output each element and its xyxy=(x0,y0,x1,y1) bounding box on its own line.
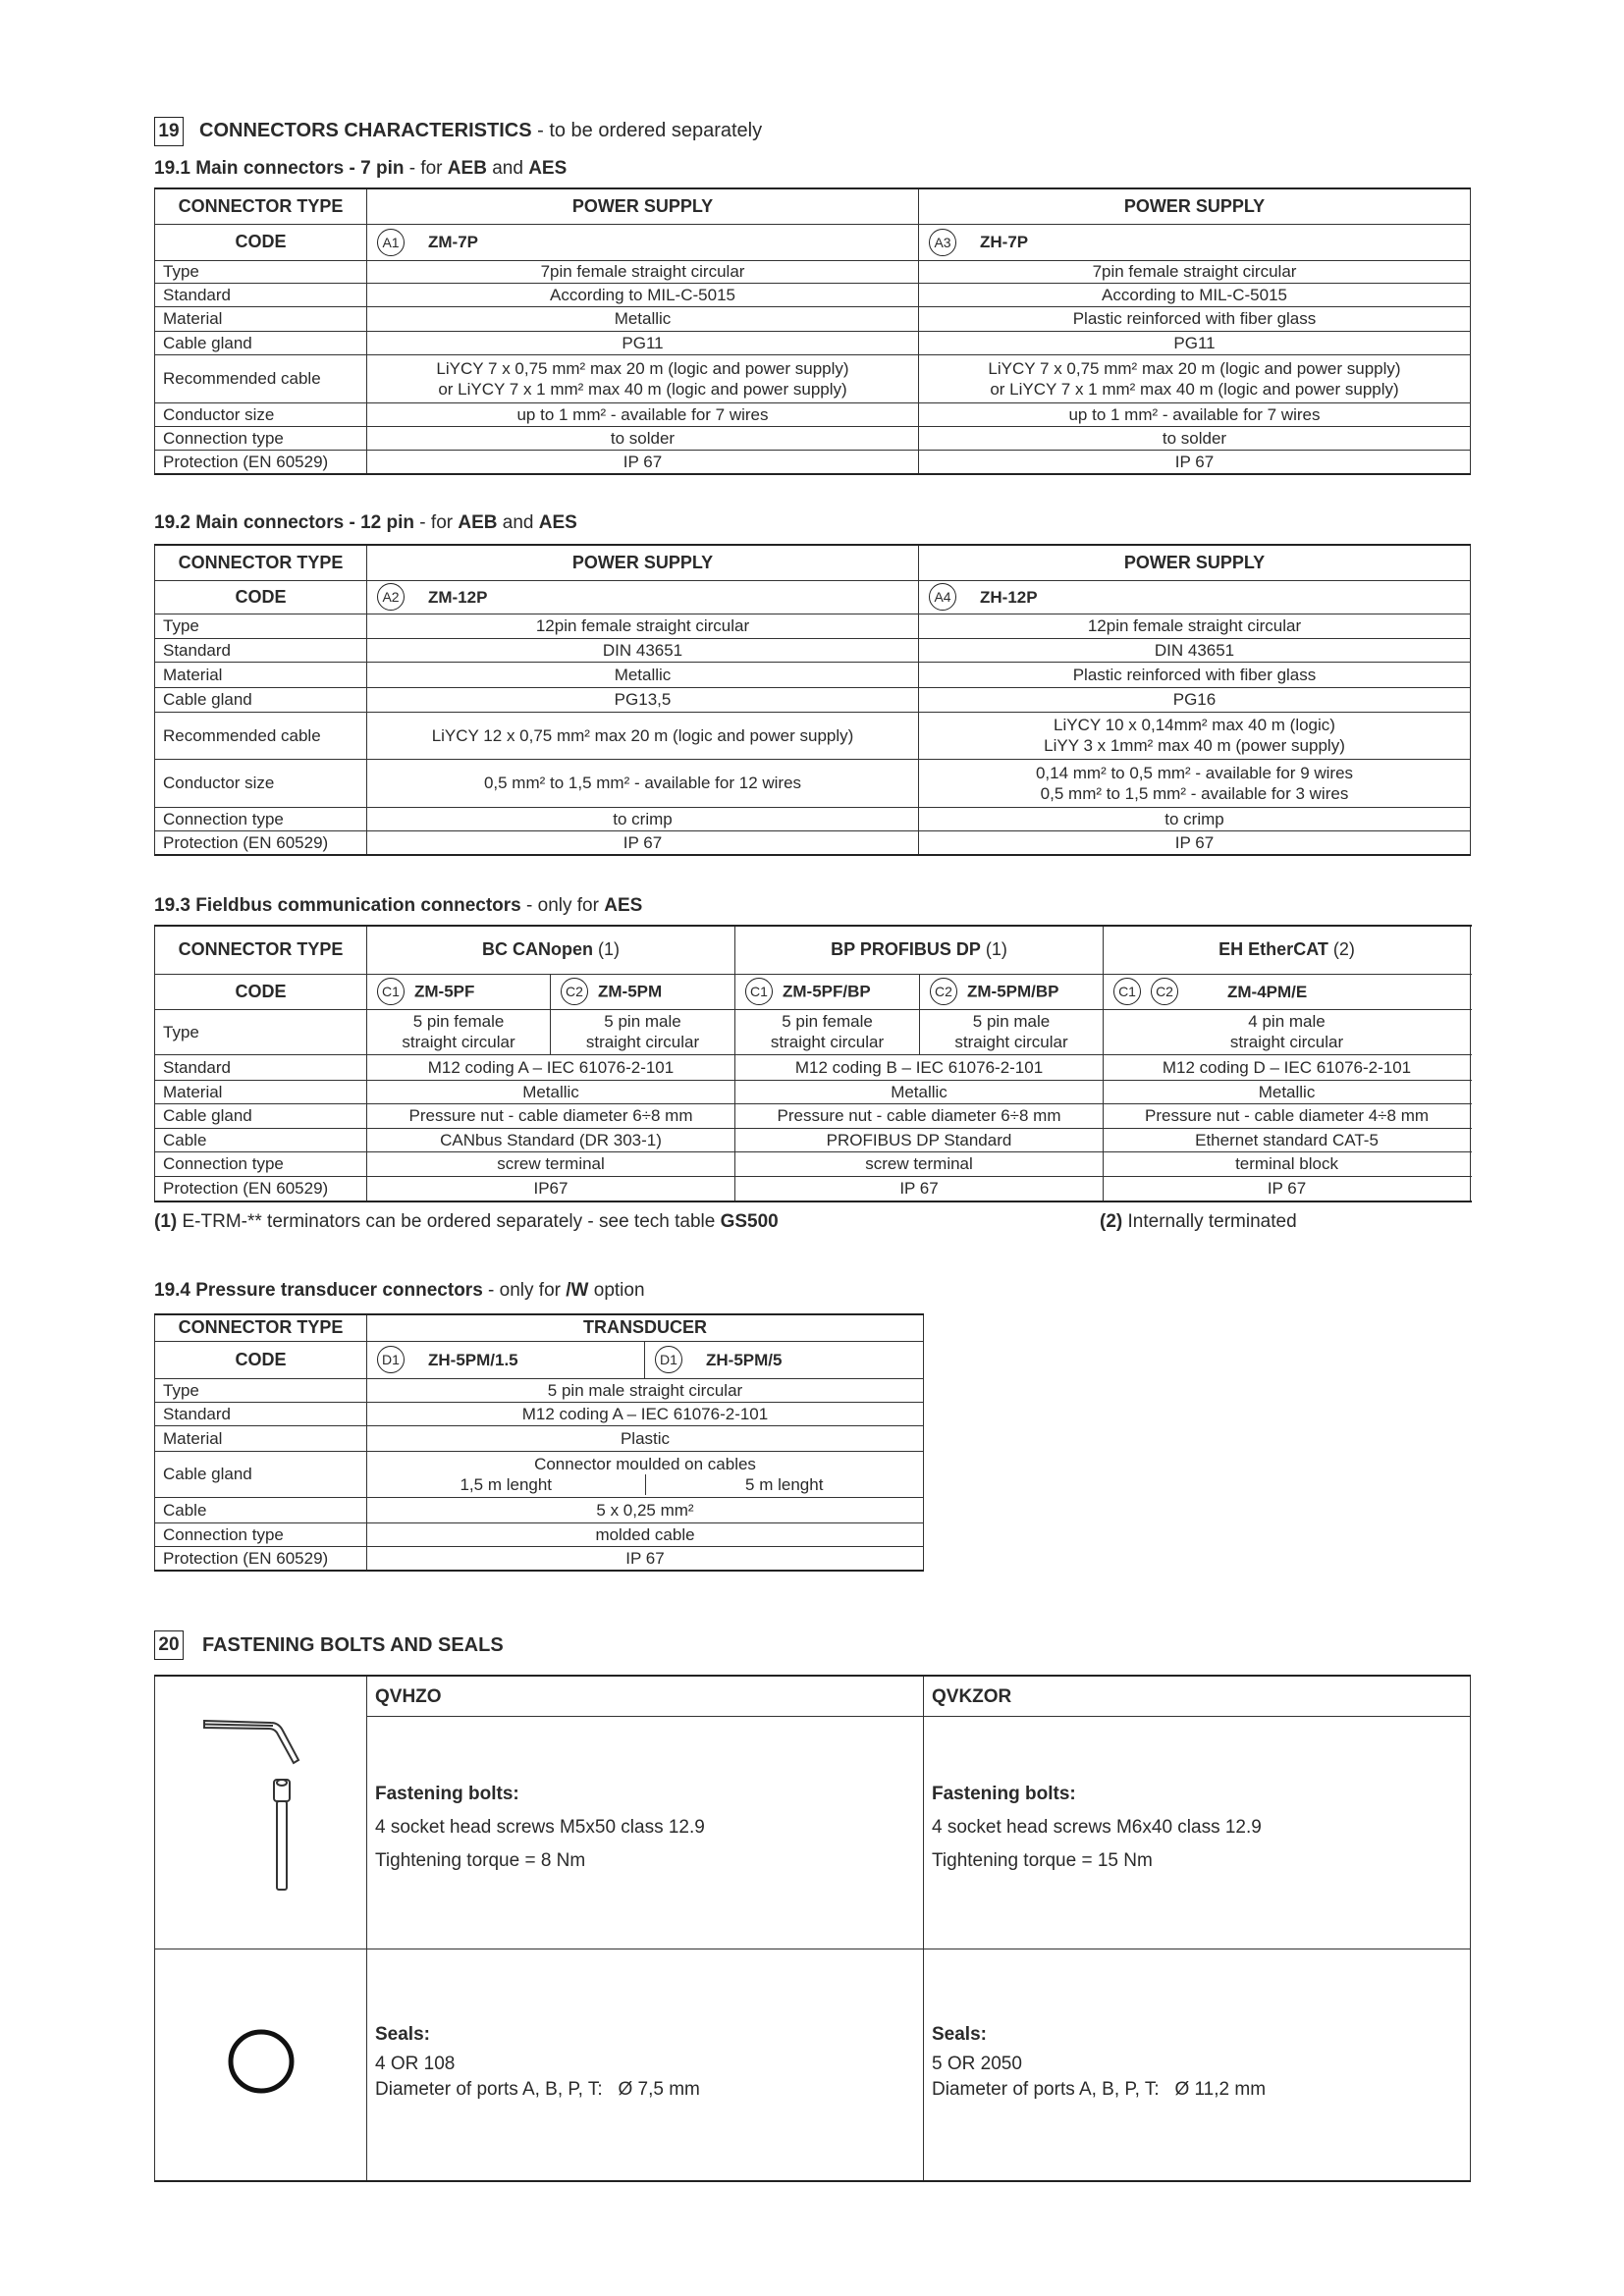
row-label: Material xyxy=(155,1425,367,1451)
code-cell xyxy=(367,974,551,1009)
value-cell: 5 pin male straight circular xyxy=(551,1009,735,1054)
value-cell: LiYCY 12 x 0,75 mm² max 20 m (logic and power supply) xyxy=(367,712,919,759)
section-heading-20: FASTENING BOLTS AND SEALS xyxy=(202,1634,504,1656)
value-cell: to solder xyxy=(919,426,1471,450)
row-label: Standard xyxy=(155,1054,367,1080)
product-qvhzo: QVHZO xyxy=(367,1676,924,1716)
row-label: CONNECTOR TYPE xyxy=(155,1314,367,1341)
fastening-bolts-seals-table xyxy=(154,1675,1471,2182)
footnote-1 xyxy=(154,1211,779,1233)
connector-type-cell xyxy=(367,1314,924,1341)
value-cell: DIN 43651 xyxy=(367,638,919,662)
connector-code: ZM-5PF/BP xyxy=(783,982,871,1001)
value-cell: screw terminal xyxy=(367,1151,735,1176)
subsection-title-bold: 19.3 Fieldbus communication connectors xyxy=(154,895,521,916)
and-text: and xyxy=(497,512,539,533)
row-label: CODE xyxy=(155,580,367,614)
value-cell: Plastic reinforced with fiber glass xyxy=(919,306,1471,331)
value-cell: to crimp xyxy=(367,807,919,830)
value-cell: Metallic xyxy=(1104,1080,1471,1103)
code-cell xyxy=(919,580,1471,614)
row-label: Type xyxy=(155,1378,367,1402)
value-cell: 7pin female straight circular xyxy=(367,260,919,283)
value-cell: Metallic xyxy=(735,1080,1104,1103)
code-cell xyxy=(735,974,920,1009)
value-cell: IP 67 xyxy=(735,1176,1104,1201)
row-label: Type xyxy=(155,1009,367,1054)
connector-type-cell xyxy=(367,545,919,580)
row-connection-type xyxy=(155,1151,1471,1176)
value-cell: Metallic xyxy=(367,1080,735,1103)
footnote-ref: (2) xyxy=(1327,939,1355,960)
connector-code: ZH-5PM/5 xyxy=(706,1350,783,1369)
connector-code: ZM-12P xyxy=(428,587,488,607)
row-standard xyxy=(155,638,1471,662)
seals-row xyxy=(155,1949,1471,2181)
bolts-qvhzo xyxy=(367,1716,924,1949)
value-cell: According to MIL-C-5015 xyxy=(367,283,919,306)
row-connector-type xyxy=(155,188,1471,224)
connector-code: ZM-5PM/BP xyxy=(967,982,1059,1001)
row-recommended-cable xyxy=(155,712,1471,759)
row-cable-gland xyxy=(155,1451,924,1497)
row-code xyxy=(155,224,1471,260)
connector-type: POWER SUPPLY xyxy=(571,552,714,572)
row-recommended-cable xyxy=(155,354,1471,402)
variant-aeb: AEB xyxy=(458,512,498,533)
row-connection-type xyxy=(155,807,1471,830)
bolts-title: Fastening bolts: xyxy=(375,1783,519,1804)
bolts-screws: 4 socket head screws M5x50 class 12.9 xyxy=(375,1816,705,1838)
connector-code: ZM-4PM/E xyxy=(1227,982,1308,1001)
row-label: Standard xyxy=(155,638,367,662)
row-label: Material xyxy=(155,1080,367,1103)
connector-type-cell xyxy=(1104,926,1471,974)
option-text: option xyxy=(588,1280,645,1301)
value-cell: 5 pin male straight circular xyxy=(367,1378,924,1402)
code-cell xyxy=(367,1341,645,1378)
code-cell xyxy=(367,224,919,260)
variant-aes: AES xyxy=(604,895,643,916)
seals-or: 4 OR 108 xyxy=(375,2053,456,2074)
row-label: CODE xyxy=(155,974,367,1009)
connectors-12pin-table xyxy=(154,544,1471,856)
position-badge-icon: C1 xyxy=(377,978,405,1005)
row-code xyxy=(155,1341,924,1378)
row-label: CONNECTOR TYPE xyxy=(155,545,367,580)
connector-code: ZH-7P xyxy=(980,233,1029,251)
section-heading-19 xyxy=(199,120,762,142)
row-connection-type xyxy=(155,1522,924,1546)
value-cell: terminal block xyxy=(1104,1151,1471,1176)
value-cell: IP 67 xyxy=(919,830,1471,855)
subsection-title-bold: 19.4 Pressure transducer connectors xyxy=(154,1280,483,1301)
subsection-title-19-3 xyxy=(154,895,642,917)
variant-aes: AES xyxy=(528,158,568,179)
value-cell: LiYCY 10 x 0,14mm² max 40 m (logic) LiYY 3 x 1mm² max 40 m (power supply) xyxy=(919,712,1471,759)
value-cell: PG11 xyxy=(367,331,919,354)
value-cell: LiYCY 7 x 0,75 mm² max 20 m (logic and power supply) or LiYCY 7 x 1 mm² max 40 m (logic and power supply) xyxy=(919,354,1471,402)
hex-key-icon xyxy=(204,1721,298,1763)
subsection-title-19-4 xyxy=(154,1280,645,1302)
seals-or: 5 OR 2050 xyxy=(932,2053,1022,2074)
row-label: Protection (EN 60529) xyxy=(155,1546,367,1571)
row-material xyxy=(155,1425,924,1451)
row-type xyxy=(155,614,1471,638)
connector-type: BC CANopen xyxy=(482,939,593,960)
connector-type: POWER SUPPLY xyxy=(571,195,714,216)
row-label: Cable gland xyxy=(155,687,367,712)
row-label: CONNECTOR TYPE xyxy=(155,926,367,974)
socket-screw-icon xyxy=(274,1780,290,1890)
position-badge-icon: C2 xyxy=(561,978,588,1005)
connector-type-cell xyxy=(367,926,735,974)
row-connection-type xyxy=(155,426,1471,450)
bolts-screws: 4 socket head screws M6x40 class 12.9 xyxy=(932,1816,1262,1838)
value-cell: M12 coding D – IEC 61076-2-101 xyxy=(1104,1054,1471,1080)
row-cable-gland xyxy=(155,687,1471,712)
row-label: Cable gland xyxy=(155,1103,367,1128)
value-cell: Pressure nut - cable diameter 6÷8 mm xyxy=(367,1103,735,1128)
subsection-title-19-2 xyxy=(154,512,577,534)
row-label: Connection type xyxy=(155,426,367,450)
product-qvkzor: QVKZOR xyxy=(924,1676,1471,1716)
row-label: CONNECTOR TYPE xyxy=(155,188,367,224)
hex-key-and-screw-icon xyxy=(192,1711,330,1907)
value-cell: Metallic xyxy=(367,306,919,331)
row-standard xyxy=(155,1402,924,1425)
connector-code: ZM-5PF xyxy=(414,982,475,1001)
row-material xyxy=(155,306,1471,331)
section-subtitle: - to be ordered separately xyxy=(531,120,763,141)
subsection-title-19-1 xyxy=(154,158,567,180)
section-number-19: 19 xyxy=(154,117,184,146)
connector-type: POWER SUPPLY xyxy=(1123,552,1266,572)
connector-type-cell xyxy=(367,188,919,224)
footnote-number: (1) xyxy=(154,1211,178,1232)
position-badge-icon: C2 xyxy=(930,978,957,1005)
value-cell: IP 67 xyxy=(367,450,919,474)
row-type xyxy=(155,1009,1471,1054)
value-cell: 5 pin female straight circular xyxy=(367,1009,551,1054)
row-label: Connection type xyxy=(155,1522,367,1546)
code-cell xyxy=(645,1341,924,1378)
row-label: Cable gland xyxy=(155,331,367,354)
seals-qvhzo xyxy=(367,1949,924,2181)
bolts-title: Fastening bolts: xyxy=(932,1783,1076,1804)
row-material xyxy=(155,662,1471,687)
value-cell: IP 67 xyxy=(1104,1176,1471,1201)
subsection-title-rest: - for xyxy=(404,158,448,179)
row-protection-en-60529 xyxy=(155,1546,924,1571)
connector-type-cell xyxy=(919,545,1471,580)
value-cell: 7pin female straight circular xyxy=(919,260,1471,283)
value-cell: According to MIL-C-5015 xyxy=(919,283,1471,306)
bolts-torque: Tightening torque = 15 Nm xyxy=(932,1849,1153,1871)
footnote-2 xyxy=(1100,1211,1297,1233)
row-protection-en-60529 xyxy=(155,450,1471,474)
connector-type: EH EtherCAT xyxy=(1218,939,1328,960)
cable-length: 1,5 m lenght xyxy=(367,1474,646,1495)
row-label: Protection (EN 60529) xyxy=(155,830,367,855)
connector-code: ZH-12P xyxy=(980,587,1038,607)
position-badge-icon: D1 xyxy=(655,1346,682,1373)
footnote-text: E-TRM-** terminators can be ordered separately - see tech table xyxy=(177,1211,721,1232)
row-label: Standard xyxy=(155,283,367,306)
bolts-torque: Tightening torque = 8 Nm xyxy=(375,1849,586,1871)
value-cell xyxy=(367,1451,924,1497)
row-code xyxy=(155,974,1471,1009)
bolts-image-cell xyxy=(155,1676,367,1949)
row-protection-en-60529 xyxy=(155,1176,1471,1201)
row-label: Connection type xyxy=(155,807,367,830)
subsection-title-rest: - for xyxy=(414,512,459,533)
row-label: Protection (EN 60529) xyxy=(155,450,367,474)
seals-port-diameter: Diameter of ports A, B, P, T: Ø 11,2 mm xyxy=(932,2078,1267,2100)
value-cell: M12 coding A – IEC 61076-2-101 xyxy=(367,1054,735,1080)
value-cell: up to 1 mm² - available for 7 wires xyxy=(367,402,919,426)
row-label: Standard xyxy=(155,1402,367,1425)
connector-type: BP PROFIBUS DP xyxy=(831,939,981,960)
section-number-20: 20 xyxy=(154,1630,184,1660)
position-badge-icon: D1 xyxy=(377,1346,405,1373)
subsection-title-bold: 19.2 Main connectors - 12 pin xyxy=(154,512,415,533)
value-cell: LiYCY 7 x 0,75 mm² max 20 m (logic and power supply) or LiYCY 7 x 1 mm² max 40 m (logic and power supply) xyxy=(367,354,919,402)
connector-type-cell xyxy=(735,926,1104,974)
transducer-connectors-table xyxy=(154,1313,924,1572)
row-type xyxy=(155,1378,924,1402)
row-label: Cable xyxy=(155,1128,367,1151)
value-cell: PROFIBUS DP Standard xyxy=(735,1128,1104,1151)
subsection-title-rest: - only for xyxy=(482,1280,567,1301)
row-conductor-size xyxy=(155,402,1471,426)
value-cell: 12pin female straight circular xyxy=(367,614,919,638)
row-cable xyxy=(155,1497,924,1522)
row-label: Cable gland xyxy=(155,1451,367,1497)
value-cell: screw terminal xyxy=(735,1151,1104,1176)
seals-title: Seals: xyxy=(375,2023,430,2045)
value-cell: IP67 xyxy=(367,1176,735,1201)
row-label: Type xyxy=(155,614,367,638)
seals-port-diameter: Diameter of ports A, B, P, T: Ø 7,5 mm xyxy=(375,2078,700,2100)
and-text: and xyxy=(486,158,529,179)
row-connector-type xyxy=(155,545,1471,580)
connector-type: POWER SUPPLY xyxy=(1123,195,1266,216)
value-cell: Metallic xyxy=(367,662,919,687)
connectors-7pin-table xyxy=(154,187,1471,475)
position-badge-icon: C1 xyxy=(1113,978,1141,1005)
footnote-number: (2) xyxy=(1100,1211,1123,1232)
row-label: Protection (EN 60529) xyxy=(155,1176,367,1201)
connector-type: TRANSDUCER xyxy=(583,1317,707,1338)
connector-type-cell xyxy=(919,188,1471,224)
row-label: Cable xyxy=(155,1497,367,1522)
fieldbus-connectors-table xyxy=(154,925,1471,1202)
value-text: Connector moulded on cables xyxy=(534,1454,756,1473)
subsection-title-rest: - only for xyxy=(520,895,605,916)
row-type xyxy=(155,260,1471,283)
row-label: CODE xyxy=(155,224,367,260)
value-cell: Plastic reinforced with fiber glass xyxy=(919,662,1471,687)
footnote-text: Internally terminated xyxy=(1122,1211,1297,1232)
footnote-ref: (1) xyxy=(593,939,620,960)
value-cell: 12pin female straight circular xyxy=(919,614,1471,638)
row-label: Recommended cable xyxy=(155,712,367,759)
value-cell: Pressure nut - cable diameter 6÷8 mm xyxy=(735,1103,1104,1128)
tech-table-reference: GS500 xyxy=(720,1211,779,1232)
seal-image-cell xyxy=(155,1949,367,2181)
variant-aeb: AEB xyxy=(447,158,487,179)
code-cell xyxy=(367,580,919,614)
value-cell: Pressure nut - cable diameter 4÷8 mm xyxy=(1104,1103,1471,1128)
value-cell: 0,5 mm² to 1,5 mm² - available for 12 wires xyxy=(367,759,919,807)
seals-qvkzor xyxy=(924,1949,1471,2181)
connector-code: ZH-5PM/1.5 xyxy=(428,1350,518,1369)
connector-code: ZM-5PM xyxy=(598,982,663,1001)
product-header-row xyxy=(155,1676,1471,1716)
value-cell: IP 67 xyxy=(919,450,1471,474)
variant-aes: AES xyxy=(538,512,577,533)
row-cable-gland xyxy=(155,1103,1471,1128)
position-badge-icon: C1 xyxy=(745,978,773,1005)
o-ring-icon xyxy=(222,2022,300,2101)
value-cell: 5 x 0,25 mm² xyxy=(367,1497,924,1522)
row-cable-gland xyxy=(155,331,1471,354)
row-standard xyxy=(155,283,1471,306)
value-cell: 5 pin female straight circular xyxy=(735,1009,920,1054)
code-cell xyxy=(919,224,1471,260)
code-cell xyxy=(551,974,735,1009)
subsection-title-bold: 19.1 Main connectors - 7 pin xyxy=(154,158,405,179)
row-label: Connection type xyxy=(155,1151,367,1176)
bolts-qvkzor xyxy=(924,1716,1471,1949)
value-cell: to solder xyxy=(367,426,919,450)
footnote-ref: (1) xyxy=(980,939,1007,960)
row-label: Recommended cable xyxy=(155,354,367,402)
value-cell: 4 pin male straight circular xyxy=(1104,1009,1471,1054)
value-cell: M12 coding B – IEC 61076-2-101 xyxy=(735,1054,1104,1080)
value-cell: 0,14 mm² to 0,5 mm² - available for 9 wires 0,5 mm² to 1,5 mm² - available for 3 wires xyxy=(919,759,1471,807)
row-standard xyxy=(155,1054,1471,1080)
connector-code: ZM-7P xyxy=(428,233,478,251)
row-connector-type xyxy=(155,926,1471,974)
row-connector-type xyxy=(155,1314,924,1341)
row-material xyxy=(155,1080,1471,1103)
value-cell: IP 67 xyxy=(367,1546,924,1571)
position-badge-icon: C2 xyxy=(1151,978,1178,1005)
value-cell: M12 coding A – IEC 61076-2-101 xyxy=(367,1402,924,1425)
row-conductor-size xyxy=(155,759,1471,807)
code-cell xyxy=(920,974,1104,1009)
option-w: /W xyxy=(566,1280,589,1301)
row-label: Material xyxy=(155,662,367,687)
value-cell: Ethernet standard CAT-5 xyxy=(1104,1128,1471,1151)
value-cell: to crimp xyxy=(919,807,1471,830)
position-badge-icon: A3 xyxy=(929,229,956,256)
split-values xyxy=(367,1474,923,1495)
row-label: Material xyxy=(155,306,367,331)
value-cell: DIN 43651 xyxy=(919,638,1471,662)
row-label: CODE xyxy=(155,1341,367,1378)
cable-length: 5 m lenght xyxy=(745,1474,824,1494)
position-badge-icon: A1 xyxy=(377,229,405,256)
value-cell: IP 67 xyxy=(367,830,919,855)
value-cell: 5 pin male straight circular xyxy=(920,1009,1104,1054)
seals-title: Seals: xyxy=(932,2023,987,2045)
row-protection-en-60529 xyxy=(155,830,1471,855)
row-cable xyxy=(155,1128,1471,1151)
value-cell: PG11 xyxy=(919,331,1471,354)
section-title: CONNECTORS CHARACTERISTICS xyxy=(199,120,532,141)
value-cell: CANbus Standard (DR 303-1) xyxy=(367,1128,735,1151)
row-label: Type xyxy=(155,260,367,283)
value-cell: PG13,5 xyxy=(367,687,919,712)
position-badge-icon: A2 xyxy=(377,583,405,611)
row-code xyxy=(155,580,1471,614)
value-cell: PG16 xyxy=(919,687,1471,712)
position-badge-icon: A4 xyxy=(929,583,956,611)
row-label: Conductor size xyxy=(155,759,367,807)
row-label: Conductor size xyxy=(155,402,367,426)
value-cell: molded cable xyxy=(367,1522,924,1546)
value-cell: Plastic xyxy=(367,1425,924,1451)
value-cell: up to 1 mm² - available for 7 wires xyxy=(919,402,1471,426)
code-cell xyxy=(1104,974,1471,1009)
